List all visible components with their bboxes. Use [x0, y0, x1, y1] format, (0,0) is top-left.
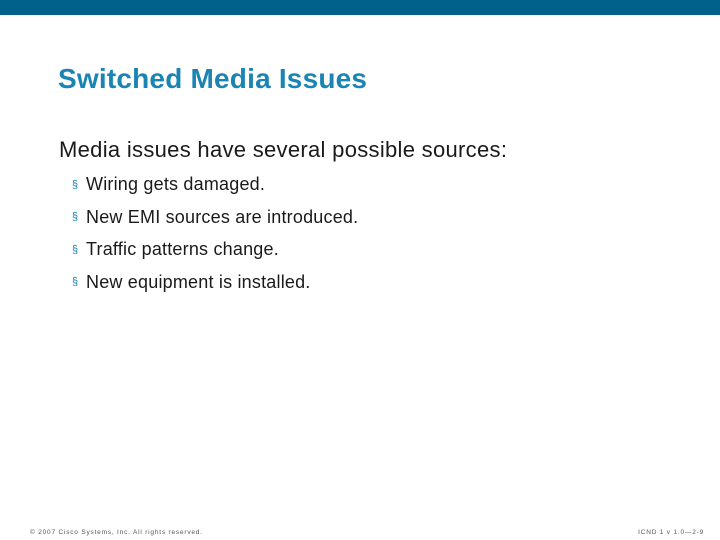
bullet-item: [72, 173, 358, 196]
intro-text: Media issues have several possible sources:: [59, 137, 508, 162]
bullet-text: Wiring gets damaged.: [86, 174, 266, 194]
bullet-text: New EMI sources are introduced.: [86, 206, 359, 227]
footer-course-ref: ICND 1 v 1.0—2-9: [638, 529, 704, 536]
bullet-item: [72, 238, 358, 261]
bullet-marker: §: [72, 276, 79, 288]
bullet-marker: §: [72, 211, 79, 223]
bullet-list: [72, 173, 358, 303]
bullet-item: [72, 271, 358, 294]
bullet-item: [72, 206, 358, 229]
bullet-marker: §: [72, 243, 79, 256]
slide-title: Switched Media Issues: [58, 63, 368, 94]
bullet-text: Traffic patterns change.: [86, 239, 279, 259]
footer-copyright: © 2007 Cisco Systems, Inc. All rights reserved.: [30, 529, 203, 536]
bullet-text: New equipment is installed.: [86, 271, 311, 292]
header-bar: [0, 0, 720, 15]
bullet-marker: §: [72, 178, 79, 191]
